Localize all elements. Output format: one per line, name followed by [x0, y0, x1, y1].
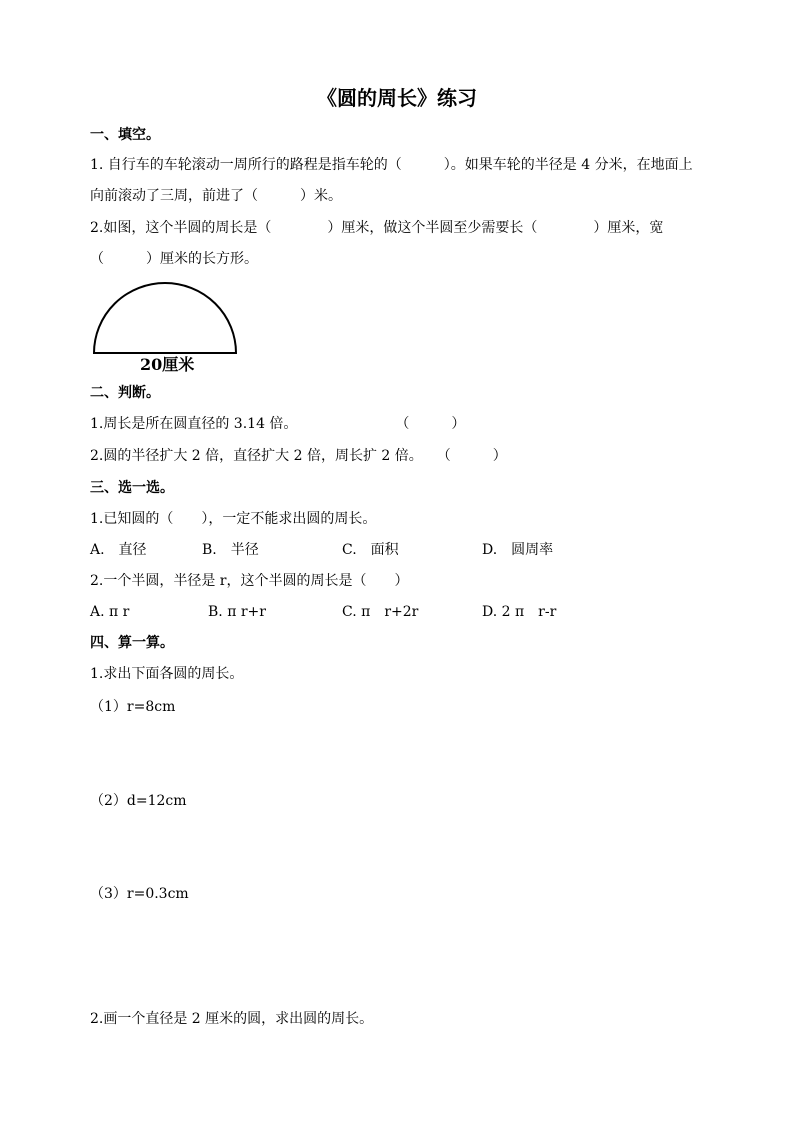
choose-question-2: 2.一个半圆，半径是 r，这个半圆的周长是（ ） [90, 573, 409, 589]
figure-diameter-label: 20厘米 [140, 355, 195, 374]
choose-question-1: 1.已知圆的（ ），一定不能求出圆的周长。 [90, 511, 377, 527]
choose-q2-option-a: A. π r [90, 604, 130, 620]
fill-question-1-line-1: 1. 自行车的车轮滚动一周所行的路程是指车轮的（ ）。如果车轮的半径是 4 分米，在地面上 [90, 157, 693, 173]
choose-q1-option-a: A. 直径 [90, 542, 147, 558]
calc-question-2: 2.画一个直径是 2 厘米的圆，求出圆的周长。 [90, 1011, 374, 1027]
fill-question-2-line-2: （ ）厘米的长方形。 [90, 251, 258, 267]
choose-q2-option-c: C. π r+2r [342, 604, 419, 620]
choose-q1-option-c: C. 面积 [342, 542, 399, 558]
semicircle-figure [92, 281, 242, 357]
choose-q2-option-b: B. π r+r [208, 604, 266, 620]
judge-question-1: 1.周长是所在圆直径的 3.14 倍。 （ ） [90, 416, 466, 432]
section-heading-judge: 二、判断。 [90, 385, 160, 401]
choose-q1-option-b: B. 半径 [202, 542, 259, 558]
calc-sub-2: （2）d=12cm [90, 793, 187, 809]
calc-question-1: 1.求出下面各圆的周长。 [90, 666, 244, 682]
section-heading-fill: 一、填空。 [90, 127, 160, 143]
section-heading-choose: 三、选一选。 [90, 480, 174, 496]
fill-question-2-line-1: 2.如图，这个半圆的周长是（ ）厘米，做这个半圆至少需要长（ ）厘米，宽 [90, 220, 664, 236]
page-title: 《圆的周长》练习 [317, 86, 477, 110]
choose-q1-option-d: D. 圆周率 [482, 542, 554, 558]
calc-sub-1: （1）r=8cm [90, 699, 176, 715]
calc-sub-3: （3）r=0.3cm [90, 886, 189, 902]
judge-question-2: 2.圆的半径扩大 2 倍，直径扩大 2 倍，周长扩 2 倍。 （ ） [90, 448, 507, 464]
choose-q2-option-d: D. 2 π r-r [482, 604, 557, 620]
section-heading-calc: 四、算一算。 [90, 635, 174, 651]
fill-question-1-line-2: 向前滚动了三周，前进了（ ）米。 [90, 188, 342, 204]
semicircle-arc [94, 283, 236, 353]
